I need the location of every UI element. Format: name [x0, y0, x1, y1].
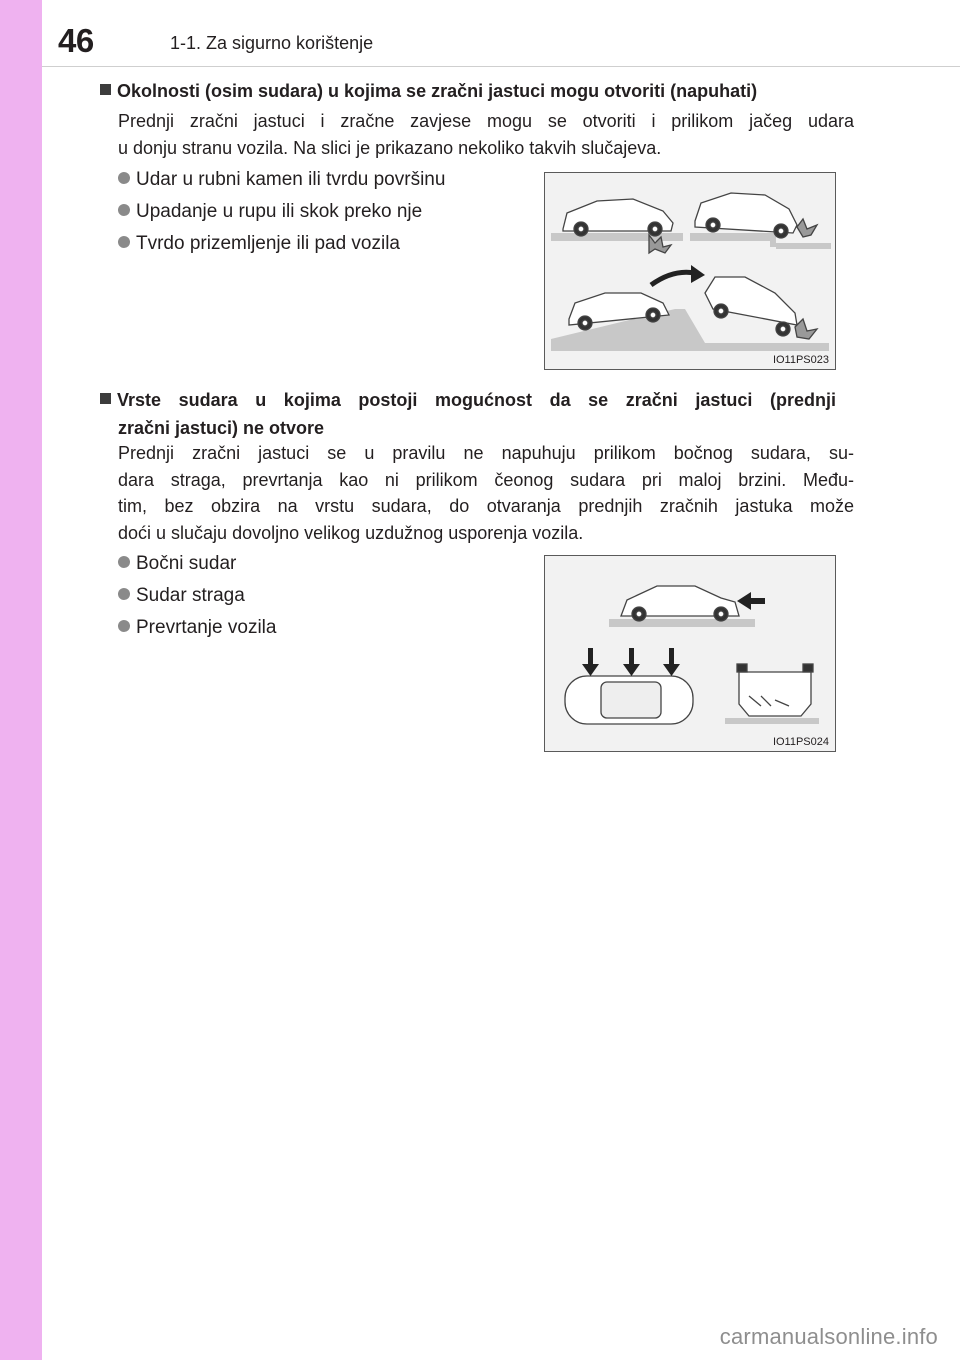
body-line: u donju stranu vozila. Na slici je prikazano nekoliko takvih slučajeva.: [118, 137, 662, 158]
chapter-title: 1-1. Za sigurno korištenje: [170, 33, 374, 53]
section-body: [118, 440, 854, 546]
list-item-text: Prevrtanje vozila: [136, 617, 277, 638]
section-heading-non-deployment: [100, 386, 836, 442]
round-bullet-icon: [118, 204, 130, 216]
section-body: [118, 108, 854, 161]
heading-line-text: Vrste sudara u kojima postoji mogućnost da se zračni jastuci (prednji: [117, 390, 836, 410]
figure-code: IO11PS023: [772, 354, 829, 366]
list-item-text: Bočni sudar: [136, 553, 237, 574]
body-line: tim, bez obzira na vrstu sudara, do otvaranja prednjih zračnih jastuka može: [118, 496, 854, 516]
heading-line: [100, 386, 836, 414]
page-number: 46: [58, 22, 94, 59]
list-item: [118, 616, 276, 640]
square-bullet-icon: [100, 393, 111, 404]
heading-line: zračni jastuci) ne otvore: [118, 418, 325, 438]
watermark: carmanualsonline.info: [719, 1324, 938, 1349]
list-item: [118, 552, 236, 576]
body-line: doći u slučaju dovoljno velikog uzdužnog usporenja vozila.: [118, 522, 584, 543]
list-item: [118, 168, 445, 192]
round-bullet-icon: [118, 620, 130, 632]
list-item: [118, 584, 245, 608]
round-bullet-icon: [118, 556, 130, 568]
chapter-color-tab: [0, 0, 42, 1360]
illustration-collision-types: [544, 555, 836, 752]
list-item-text: Udar u rubni kamen ili tvrdu površinu: [136, 169, 446, 190]
list-item-text: Upadanje u rupu ili skok preko nje: [136, 201, 423, 222]
collision-types-drawing: [545, 556, 835, 751]
body-line: Prednji zračni jastuci i zračne zavjese mogu se otvoriti i prilikom jačeg udara: [118, 111, 854, 131]
body-line: Prednji zračni jastuci se u pravilu ne napuhuju prilikom bočnog sudara, su-: [118, 443, 854, 463]
round-bullet-icon: [118, 236, 130, 248]
section-heading-text: Okolnosti (osim sudara) u kojima se zračni jastuci mogu otvoriti (napuhati): [117, 81, 758, 101]
round-bullet-icon: [118, 588, 130, 600]
list-item-text: Tvrdo prizemljenje ili pad vozila: [136, 233, 400, 254]
round-bullet-icon: [118, 172, 130, 184]
section-heading-deployment-circumstances: [100, 77, 757, 105]
list-item: [118, 232, 400, 256]
square-bullet-icon: [100, 84, 111, 95]
figure-code: IO11PS024: [772, 736, 829, 748]
body-line: dara straga, prevrtanja kao ni prilikom čeonog sudara pri maloj brzini. Među-: [118, 469, 854, 490]
underbody-impact-drawing: [545, 173, 835, 369]
list-item: [118, 200, 422, 224]
list-item-text: Sudar straga: [136, 585, 245, 606]
header-divider: [42, 66, 960, 67]
illustration-underbody-impacts: [544, 172, 836, 370]
